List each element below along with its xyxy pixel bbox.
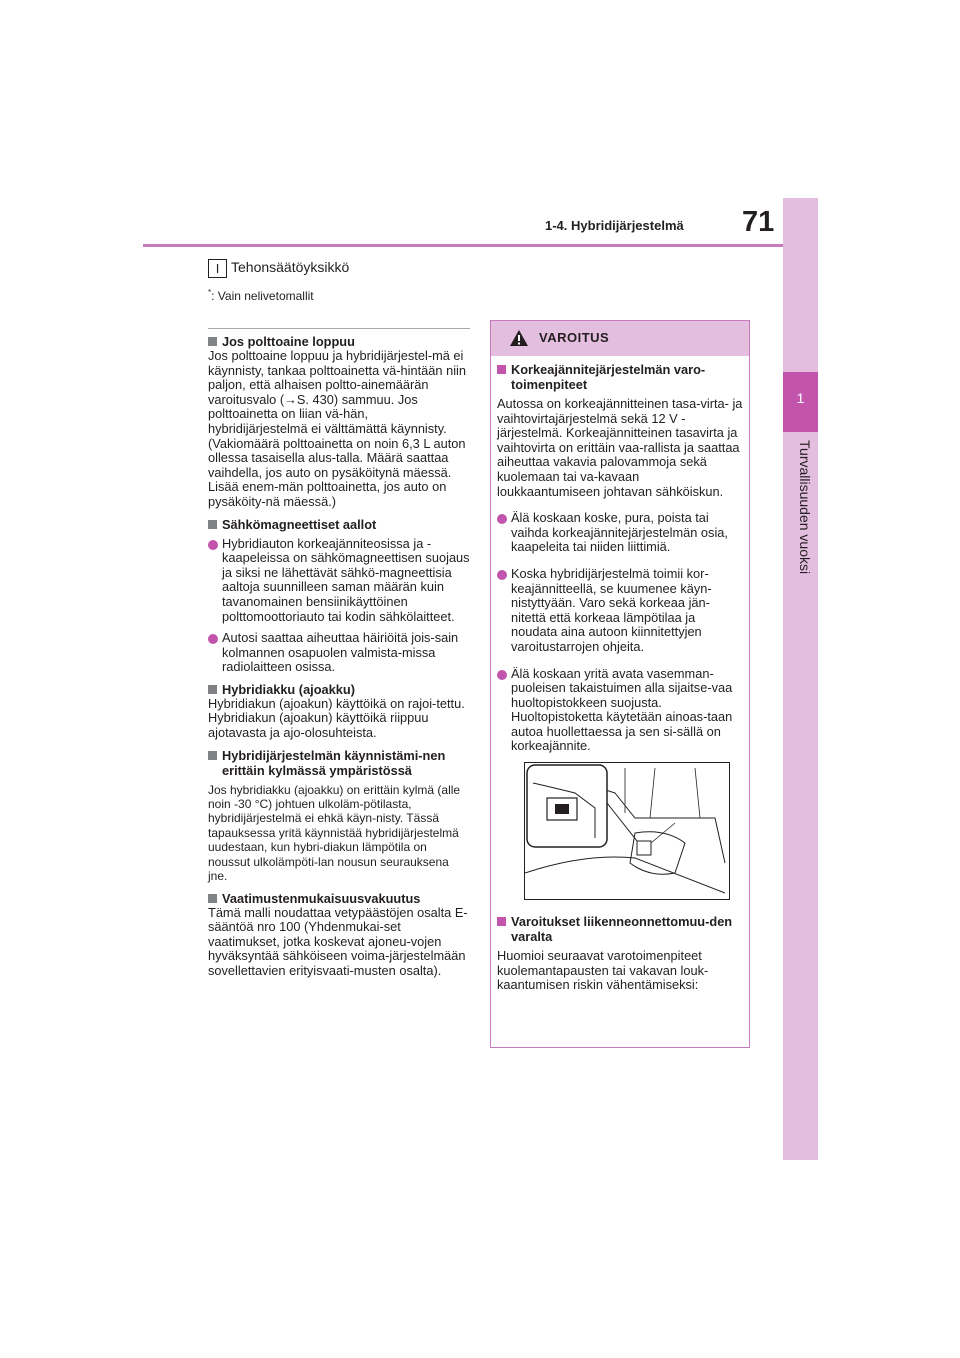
page-number: 71 (742, 206, 775, 238)
warning-heading: Korkeajännitejärjestelmän varo-toimenpiteet (497, 362, 743, 392)
paragraph: Tämä malli noudattaa vetypäästöjen osalta E-sääntöä nro 100 (Yhdenmukai-set vaatimukset, jotka koskevat ajoneu-vojen hyväksyntää sähköiseen voima-järjestelmään sovellettavien erityisvaati-musten osalta). (208, 904, 468, 978)
warning-body (491, 356, 749, 993)
paragraph: Huomioi seuraavat varotoimenpiteet kuolemantapausten tai vakavan louk-kaantumisen riskin vähentämiseksi: (497, 948, 709, 993)
section-heading: Jos polttoaine loppuu (208, 334, 470, 349)
warning-header (491, 321, 749, 356)
bullet-item: Koska hybridijärjestelmä toimii kor-keajännitteellä, se kuumenee käyn-nistyttyään. Varo sekä korkeaa jän-nitettä että korkeaa lämpötilaa ja noudata aina autoon kiinnitettyjen varoitustarrojen ohjeita. (497, 567, 743, 655)
section-heading: Hybridiakku (ajoakku) (208, 682, 470, 697)
callout-letter: I (208, 259, 227, 278)
divider (208, 328, 470, 329)
section-heading: Vaatimustenmukaisuusvakuutus (208, 891, 470, 906)
bullet-item: Älä koskaan koske, pura, poista tai vaihda korkeajännitejärjestelmän osia, kaapeleita tai niiden liittimiä. (497, 511, 743, 555)
side-tab-number: 1 (796, 390, 805, 406)
paragraph: Jos polttoaine loppuu ja hybridijärjestel-mä ei käynnisty, tankaa polttoainetta vä-hintään niin paljon, että alhaisen poltto-ainemäärän varoitusvalo (→S. 430) sammuu. Jos polttoainetta on liian vä-hän, hybridijärjestelmä ei välttämättä käynnisty. (Vakiomäärä polttoainetta on noin 6,3 L auton ollessa tasaisella alus-talla. Määrä saattaa vaihdella, jos auto on pysäköitynä mäessä. Lisää enem-män polttoainetta, jos auto on pysäköity-nä mäessä.) (208, 348, 466, 509)
paragraph: Hybridiakun (ajoakun) käyttöikä on rajoi-tettu. Hybridiakun (ajoakun) käyttöikä riippuu ajotavasta ja ajo-olosuhteista. (208, 695, 465, 741)
section-heading: Sähkömagneettiset aallot (208, 517, 470, 532)
section-heading: Hybridijärjestelmän käynnistämi-nen erittäin kylmässä ympäristössä (208, 748, 470, 778)
footnote-mark: * (208, 288, 212, 297)
bullet-item: Hybridiauton korkeajänniteosissa ja -kaapeleissa on sähkömagneettisen suojaus ja siksi ne lähettävät sähkö-magneettisia aaltoja suunnilleen saman määrän kuin tavanomainen bensiinikäyttöinen polttomoottoriauto tai kodin sähkölaitteet. (208, 537, 470, 625)
paragraph: Jos hybridiakku (ajoakku) on erittäin kylmä (alle noin -30 °C) johtuen ulkoläm-pötilasta, hybridijärjestelmä ei ehkä käyn-nisty. Tässä tapauksessa yritä käynnistää hybridijärjestelmä uudestaan, kun hybri-diakun lämpötila on noussut ulkolämpöti-lan nousun seurauksena jne. (208, 782, 461, 884)
footnote (208, 288, 314, 303)
warning-heading: Varoitukset liikenneonnettomuu-den varalta (497, 914, 743, 944)
section-title: 1-4. Hybridijärjestelmä (545, 218, 684, 233)
footnote-text: : Vain nelivetomallit (211, 289, 314, 303)
paragraph: Autossa on korkeajännitteinen tasa-virta- ja vaihtovirtajärjestelmä sekä 12 V -järjestelmä. Korkeajännitteinen tasavirta ja vaihtovirta on erittäin vaa-rallista ja saattaa aiheuttaa vakavia palovammoja sekä kuolemaan tai va-kavaan loukkaantumiseen johtavan sähköiskun. (497, 396, 743, 499)
service-plug-illustration (524, 762, 730, 900)
side-tab (783, 198, 818, 1160)
callout-item (208, 259, 349, 278)
side-tab-label: Turvallisuuden vuoksi (797, 440, 813, 575)
bullet-item: Autosi saattaa aiheuttaa häiriöitä jois-sain kolmannen osapuolen valmista-missa radiolaitteen osissa. (208, 631, 470, 675)
callout-text: Tehonsäätöyksikkö (231, 259, 350, 276)
left-column (208, 328, 470, 985)
header-rule (143, 244, 783, 247)
bullet-item: Älä koskaan yritä avata vasemman-puoleisen takaistuimen alla sijaitse-vaa huoltopistokkeen suojusta. Huoltopistoketta käytetään ainoas-taan autoa huollettaessa ja sen si-sällä on korkeajännite. (497, 667, 743, 755)
warning-title: VAROITUS (539, 330, 610, 345)
warning-triangle-icon (509, 329, 529, 352)
warning-box (490, 320, 750, 1048)
